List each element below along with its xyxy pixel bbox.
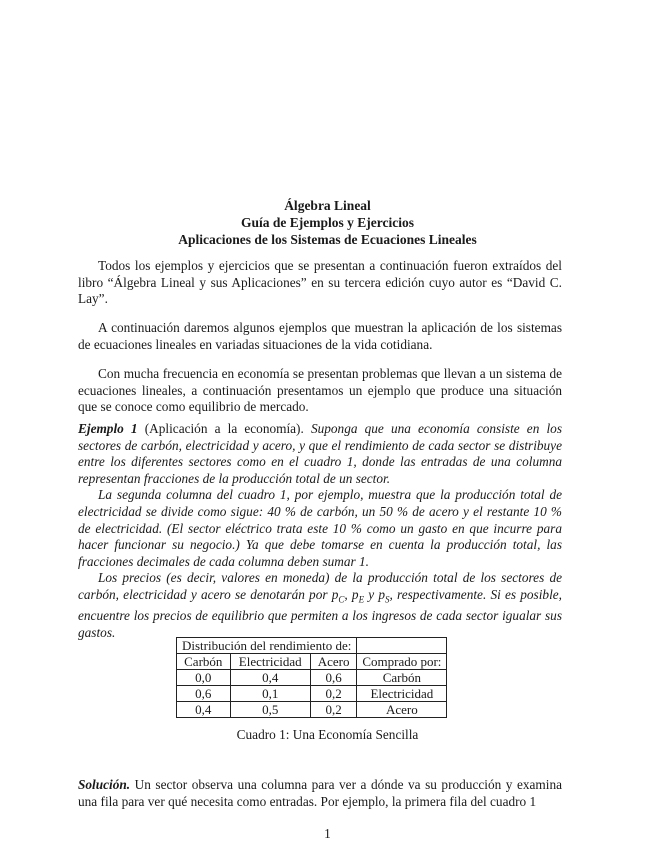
example-paragraph-2: La segunda columna del cuadro 1, por ejemplo, muestra que la producción total de electricidad se divide como sigue: 40 % de carbón, un 50 % de acero y el restante 10 % de electricidad. (El sector eléctrico trata este 10 % como un gasto en que incurre para hacer funcionar su negocio.) Ya que debe tomarse en cuenta la producción total, las fracciones decimales de cada columna deben sumar 1. xyxy=(78,487,562,569)
table-cell: Acero xyxy=(357,702,447,718)
example-paragraph-1: Suponga que una economía consiste en los sectores de carbón, electricidad y acero, y que el rendimiento de cada sector se distribuye entre los diferentes sectores como en el cuadro 1, donde las entradas de una columna representan fracciones de la producción total de un sector. xyxy=(78,421,563,486)
table-empty-cell xyxy=(357,638,447,654)
table-column-header-row xyxy=(177,654,447,670)
table-cell: Carbón xyxy=(357,670,447,686)
table-cell: 0,2 xyxy=(310,702,357,718)
column-header: Acero xyxy=(310,654,357,670)
table-cell: 0,2 xyxy=(310,686,357,702)
example-label: Ejemplo 1 xyxy=(78,421,138,436)
document-title-block xyxy=(0,197,655,248)
table-row xyxy=(177,686,447,702)
table-cell: 0,4 xyxy=(177,702,231,718)
table-cell: 0,4 xyxy=(230,670,310,686)
page-number: 1 xyxy=(324,826,331,841)
solution-label: Solución. xyxy=(78,777,131,792)
table-header-row xyxy=(177,638,447,654)
column-header: Carbón xyxy=(177,654,231,670)
title-line-2: Guía de Ejemplos y Ejercicios xyxy=(241,215,414,230)
table-cell: 0,5 xyxy=(230,702,310,718)
example-paragraph-3: Los precios (es decir, valores en moneda) de la producción total de los sectores de carbón, electricidad y acero se denotarán por $p_C$, $p_E$ y $p_S$, respectivamente. Si es posible, encuentre los precios de equilibrio que permiten a los ingresos de cada sector igualar sus gastos. xyxy=(78,570,562,640)
title-line-1: Álgebra Lineal xyxy=(284,198,371,213)
column-header: Electricidad xyxy=(230,654,310,670)
distribution-table xyxy=(176,637,447,718)
table-row xyxy=(177,670,447,686)
table-cell: Electricidad xyxy=(357,686,447,702)
table-cell: 0,1 xyxy=(230,686,310,702)
title-line-3: Aplicaciones de los Sistemas de Ecuaciones Lineales xyxy=(178,232,477,247)
table-row xyxy=(177,702,447,718)
example-topic: (Aplicación a la economía). xyxy=(144,421,304,436)
table-cell: 0,6 xyxy=(177,686,231,702)
solution-text: Un sector observa una columna para ver a dónde va su producción y examina una fila para ver qué necesita como entradas. Por ejemplo, la primera fila del cuadro 1 xyxy=(78,777,562,809)
intro-paragraph-1: Todos los ejemplos y ejercicios que se presentan a continuación fueron extraídos del libro “Álgebra Lineal y sus Aplicaciones” en su tercera edición cuyo autor es “David C. Lay”. xyxy=(78,258,562,307)
column-header: Comprado por: xyxy=(357,654,447,670)
table-caption: Cuadro 1: Una Economía Sencilla xyxy=(236,727,419,742)
solution-paragraph xyxy=(78,777,562,810)
table-cell: 0,0 xyxy=(177,670,231,686)
example-1 xyxy=(78,421,562,641)
intro-paragraph-3: Con mucha frecuencia en economía se presentan problemas que llevan a un sistema de ecuaciones lineales, a continuación presentamos un ejemplo que produce una situación que se conoce como equilibrio de mercado. xyxy=(78,366,562,415)
table-cell: 0,6 xyxy=(310,670,357,686)
intro-paragraph-2: A continuación daremos algunos ejemplos que muestran la aplicación de los sistemas de ecuaciones lineales en variadas situaciones de la vida cotidiana. xyxy=(78,320,562,352)
table-span-header: Distribución del rendimiento de: xyxy=(177,638,357,654)
